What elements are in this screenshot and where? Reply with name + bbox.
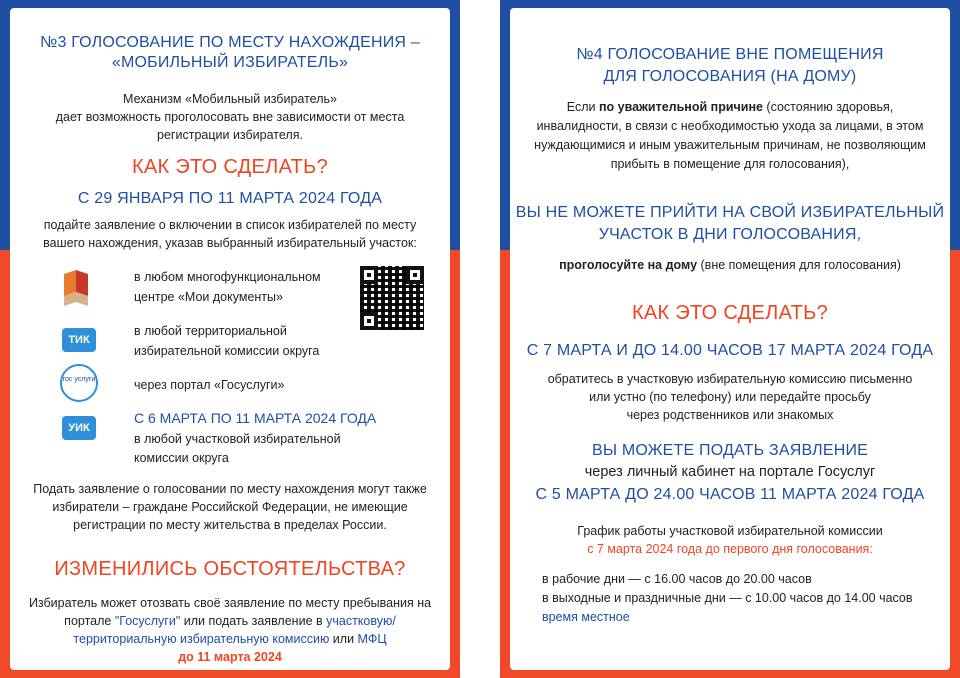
left-panel (0, 0, 460, 678)
qr-code-icon (360, 266, 424, 330)
right-cannot-line1: ВЫ НЕ МОЖЕТЕ ПРИЙТИ НА СВОЙ ИЗБИРАТЕЛЬНЫЙ (515, 204, 945, 221)
tik-badge: ТИК (62, 328, 96, 352)
option-gosuslugi-line1: через портал «Госуслуги» (134, 378, 285, 392)
right-card (510, 8, 950, 670)
option-mfc-line1: в любом многофункциональном (134, 270, 321, 284)
right-cabinet-dates: С 5 МАРТА ДО 24.00 ЧАСОВ 11 МАРТА 2024 ГОДА (535, 486, 925, 503)
left-changed-heading: ИЗМЕНИЛИСЬ ОБСТОЯТЕЛЬСТВА? (54, 558, 406, 580)
right-panel (500, 0, 960, 678)
right-contact-1: обратитесь в участковую избирательную комиссию письменно (547, 372, 913, 386)
right-via-cabinet: через личный кабинет на портале Госуслуг (584, 464, 876, 480)
left-dates-heading: С 29 ЯНВАРЯ ПО 11 МАРТА 2024 ГОДА (77, 190, 383, 207)
right-local-time: время местное (542, 610, 630, 624)
left-title-line1: №3 ГОЛОСОВАНИЕ ПО МЕСТУ НАХОЖДЕНИЯ – (40, 34, 420, 51)
left-title-line2: «МОБИЛЬНЫЙ ИЗБИРАТЕЛЬ» (111, 54, 349, 71)
gosuslugi-icon: гос услуги (60, 364, 98, 402)
right-reason-4: прибыть в помещение для голосования), (610, 157, 850, 171)
left-how-heading: КАК ЭТО СДЕЛАТЬ? (131, 156, 329, 178)
right-how-heading: КАК ЭТО СДЕЛАТЬ? (631, 302, 829, 324)
mfc-icon (64, 270, 88, 306)
left-also-3: регистрации по месту жительства в пределах России. (73, 518, 387, 532)
right-reason-1: Если по уважительной причине (состоянию здоровья, (566, 100, 894, 114)
right-cannot-line2: УЧАСТОК В ДНИ ГОЛОСОВАНИЯ, (598, 226, 862, 243)
option-uik-line2: комиссии округа (134, 451, 229, 465)
left-revoke-3: территориальную избирательную комиссию или МФЦ (73, 632, 387, 646)
option-uik-line1: в любой участковой избирательной (134, 432, 341, 446)
right-vote-home: проголосуйте на дому (вне помещения для голосования) (559, 258, 901, 272)
left-intro-3: регистрации избирателя. (157, 128, 303, 142)
left-also-1: Подать заявление о голосовании по месту нахождения могут также (33, 482, 427, 496)
uik-badge: УИК (62, 416, 96, 440)
right-schedule-title: График работы участковой избирательной комиссии (577, 524, 883, 538)
left-apply-2: вашего нахождения, указав выбранный избирательный участок: (43, 236, 417, 250)
right-reason-2: инвалидности, в связи с необходимостью ухода за лицами, в этом (536, 119, 924, 133)
left-apply-1: подайте заявление о включении в список избирателей по месту (43, 218, 417, 232)
left-also-2: избиратели – граждане Российской Федерации, не имеющие (52, 500, 408, 514)
left-revoke-2: портале "Госуслуги" или подать заявление в участковую/ (64, 614, 396, 628)
option-uik-heading: С 6 МАРТА ПО 11 МАРТА 2024 ГОДА (134, 410, 377, 426)
right-weekdays: в рабочие дни — с 16.00 часов до 20.00 часов (542, 572, 812, 586)
option-tik-line1: в любой территориальной (134, 324, 287, 338)
right-title-line2: ДЛЯ ГОЛОСОВАНИЯ (НА ДОМУ) (603, 68, 857, 85)
left-intro-2: дает возможность проголосовать вне зависимости от места (55, 110, 405, 124)
right-can-apply: ВЫ МОЖЕТЕ ПОДАТЬ ЗАЯВЛЕНИЕ (591, 442, 869, 459)
left-revoke-deadline: до 11 марта 2024 (178, 650, 282, 664)
left-intro-1: Механизм «Мобильный избиратель» (123, 92, 337, 106)
right-contact-3: через родственников или знакомых (626, 408, 834, 422)
option-mfc-line2: центре «Мои документы» (134, 290, 283, 304)
right-schedule-sub: с 7 марта 2024 года до первого дня голосования: (587, 542, 873, 556)
right-weekends: в выходные и праздничные дни — с 10.00 часов до 14.00 часов (542, 591, 913, 605)
option-tik-line2: избирательной комиссии округа (134, 344, 320, 358)
right-contact-2: или устно (по телефону) или передайте просьбу (589, 390, 871, 404)
left-revoke-1: Избиратель может отозвать своё заявление по месту пребывания на (28, 596, 432, 610)
right-reason-3: нуждающимися и иным уважительным причинам, не позволяющим (534, 138, 926, 152)
right-dates-heading: С 7 МАРТА И ДО 14.00 ЧАСОВ 17 МАРТА 2024 ГОДА (526, 342, 934, 359)
left-card (10, 8, 450, 670)
right-title-line1: №4 ГОЛОСОВАНИЕ ВНЕ ПОМЕЩЕНИЯ (576, 46, 884, 63)
